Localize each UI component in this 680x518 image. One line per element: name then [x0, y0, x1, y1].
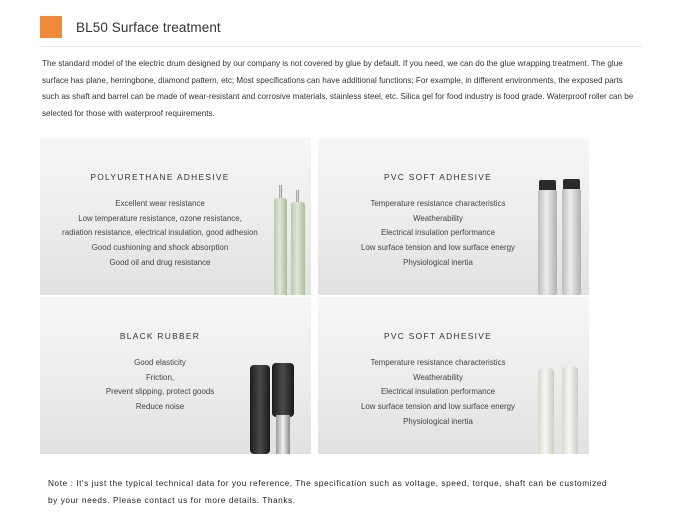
- feature-list: [318, 356, 558, 430]
- feature-item: Temperature resistance characteristics: [370, 199, 506, 208]
- note-text: Note : It's just the typical technical data for you reference, The specification such as voltage, speed, torque, shaft can be customized by your needs. Please contact us for more details. Thanks.: [48, 478, 608, 505]
- grey-pvc-rollers-image: [532, 178, 589, 295]
- feature-item: Temperature resistance characteristics: [370, 358, 506, 367]
- card-heading: BLACK RUBBER: [119, 331, 201, 341]
- feature-item: radiation resistance, electrical insulation, good adhesion: [62, 228, 258, 238]
- feature-item: Weatherability: [413, 372, 463, 382]
- feature-item: Physiological inertia: [403, 257, 473, 267]
- feature-item: Friction,: [145, 372, 175, 382]
- feature-list: [40, 356, 280, 415]
- header-divider: [40, 46, 642, 47]
- feature-item: Good elasticity: [134, 358, 186, 367]
- feature-list: [318, 197, 558, 271]
- card-heading: PVC SOFT ADHESIVE: [383, 331, 493, 341]
- black-rubber-rollers-image: [246, 359, 311, 454]
- feature-item: Low surface tension and low surface energy: [361, 402, 515, 412]
- card-heading: PVC SOFT ADHESIVE: [383, 172, 493, 182]
- feature-item: Weatherability: [413, 213, 463, 223]
- feature-list: [40, 197, 280, 271]
- card-heading: POLYURETHANE ADHESIVE: [90, 172, 230, 182]
- green-polyurethane-rollers-image: [266, 182, 311, 295]
- feature-item: Electrical insulation performance: [380, 387, 496, 397]
- feature-item: Physiological inertia: [403, 416, 473, 426]
- feature-item: Good oil and drug resistance: [109, 257, 211, 267]
- intro-paragraph: The standard model of the electric drum designed by our company is not covered by glue by default. If you need, we can do the glue wrapping treatment. The glue surface has plane, herringbone, diamond pattern, etc; Most specifications can have additional functions; For example, in different environments, the exposed parts such as shaft and barrel can be made of wear-resistant and corrosive materials, stainless steel, etc. Silica gel for food industry is food grade. Waterproof roller can be selected for those with waterproof requirements.: [42, 59, 634, 118]
- page-title: BL50 Surface treatment: [76, 19, 221, 35]
- orange-square-icon: [40, 16, 62, 38]
- feature-item: Excellent wear resistance: [115, 199, 205, 208]
- feature-item: Good cushioning and shock absorption: [91, 243, 229, 253]
- feature-item: Prevent slipping, protect goods: [105, 387, 215, 397]
- card-black-rubber: [40, 297, 311, 454]
- feature-item: Electrical insulation performance: [380, 228, 496, 238]
- feature-item: Low surface tension and low surface energy: [361, 243, 515, 253]
- card-pvc-soft-adhesive-white: [318, 297, 589, 454]
- card-pvc-soft-adhesive-grey: [318, 138, 589, 295]
- white-pvc-rollers-image: [532, 363, 589, 454]
- page-header: [40, 15, 221, 39]
- feature-item: Low temperature resistance, ozone resistance,: [78, 213, 242, 223]
- card-polyurethane-adhesive: [40, 138, 311, 295]
- feature-item: Reduce noise: [135, 402, 185, 412]
